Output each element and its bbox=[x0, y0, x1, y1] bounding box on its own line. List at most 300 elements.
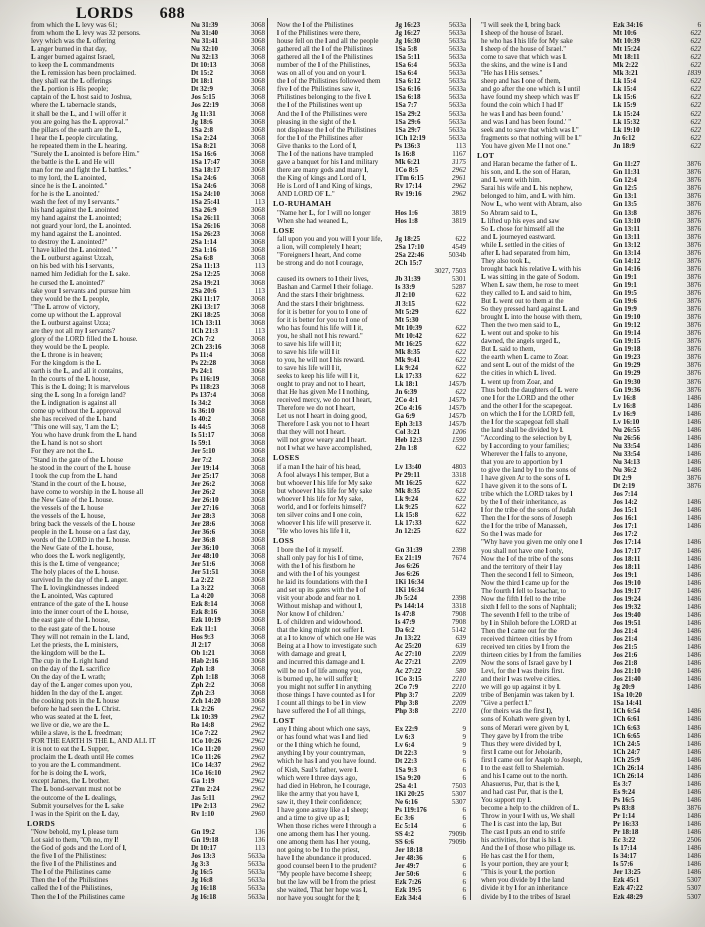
entry-strongs-number bbox=[657, 699, 702, 707]
entry-ref: Jg 16:8 bbox=[191, 876, 213, 885]
entry-ref: 1Sa 2:8 bbox=[191, 125, 213, 134]
entry-row bbox=[477, 474, 702, 482]
entry-row bbox=[477, 756, 702, 764]
entry-row bbox=[273, 158, 467, 166]
entry-row bbox=[27, 214, 266, 222]
entry-row bbox=[477, 85, 702, 93]
entry-ref: 1Co 8:5 bbox=[395, 165, 419, 174]
entry-strongs-number: 622 bbox=[455, 371, 466, 380]
entry-text: received mercy, we do not l heart, bbox=[277, 396, 372, 405]
entry-text: "He who loves his life l it, bbox=[277, 527, 351, 536]
entry-row bbox=[27, 206, 266, 214]
entry-strongs-number: 3068 bbox=[251, 45, 265, 54]
entry-row bbox=[273, 503, 467, 511]
entry-ref: Jer 51:6 bbox=[191, 560, 216, 569]
entry-strongs-number: 2962 bbox=[452, 189, 466, 198]
entry-row bbox=[273, 404, 467, 412]
entry-ref: Mk 6:21 bbox=[395, 157, 421, 166]
entry-ref: Lk 9:25 bbox=[395, 503, 419, 512]
entry-text: the l of the Philistines went up bbox=[277, 101, 363, 110]
entry-strongs-number: 6 bbox=[462, 862, 466, 871]
entry-text: where the L tabernacle stands, bbox=[31, 101, 117, 110]
entry-ref: Ps 119:176 bbox=[395, 805, 427, 814]
entry-ref: Gn 19:36 bbox=[613, 385, 641, 394]
entry-row bbox=[273, 275, 467, 283]
entry-row bbox=[273, 110, 467, 118]
entry-strongs-number: 3068 bbox=[251, 439, 265, 448]
entry-row bbox=[477, 77, 702, 85]
entry-strongs-number: 622 bbox=[690, 77, 701, 86]
entry-strongs-number: 7909b bbox=[448, 829, 466, 838]
entry-ref: Jos 18:11 bbox=[613, 562, 641, 571]
entry-text: sing the L song In a foreign land? bbox=[31, 391, 126, 400]
entry-text: nor have you sought for the l; bbox=[277, 894, 360, 903]
entry-ref: Ps 11:4 bbox=[191, 350, 213, 359]
section-heading: LOSES bbox=[273, 453, 300, 463]
entry-text: The cup in the L right hand bbox=[31, 656, 108, 665]
entry-row bbox=[27, 673, 266, 681]
entry-ref: Gn 13:5 bbox=[613, 200, 637, 209]
entry-text: l for the tribe of the sons of Judah bbox=[481, 506, 576, 515]
entry-text: the five l of the Philistines: bbox=[31, 852, 107, 861]
entry-row bbox=[477, 675, 702, 683]
entry-text: Nor know l of children.' bbox=[277, 610, 345, 619]
entry-ref bbox=[394, 267, 435, 275]
entry-strongs-number: 1486 bbox=[687, 393, 701, 402]
entry-ref: Gn 19:14 bbox=[613, 329, 641, 338]
entry-ref: Mk 8:35 bbox=[395, 347, 421, 356]
entry-row bbox=[477, 579, 702, 587]
entry-text: For the kingdom is the L bbox=[31, 358, 101, 367]
entry-row bbox=[27, 238, 266, 246]
entry-text: who was seated at the L feet, bbox=[31, 713, 113, 722]
entry-text: I have given Ar to the sons of L bbox=[481, 474, 571, 483]
entry-strongs-number: 1486 bbox=[687, 586, 701, 595]
entry-text: "Foreigners l heart, And come bbox=[277, 251, 362, 260]
entry-ref: Jg 3:3 bbox=[191, 860, 210, 869]
entry-text: "The L arrow of victory, bbox=[31, 302, 100, 311]
entry-row bbox=[27, 761, 266, 769]
entry-row bbox=[273, 166, 467, 174]
entry-text: and was l and has been found.' " bbox=[481, 117, 572, 126]
entry-strongs-number: 1486 bbox=[687, 570, 701, 579]
entry-strongs-number: 3068 bbox=[251, 157, 265, 166]
entry-row bbox=[27, 810, 266, 818]
entry-text: brought back his relative L with his bbox=[481, 264, 581, 273]
entry-row bbox=[27, 367, 266, 375]
entry-text: received thirteen cities by l from bbox=[481, 635, 573, 644]
entry-row bbox=[477, 225, 702, 233]
entry-strongs-number: 3068 bbox=[251, 640, 265, 649]
entry-ref: Jer 25:17 bbox=[191, 471, 219, 480]
entry-ref: Gn 13:8 bbox=[613, 208, 637, 217]
entry-row bbox=[273, 870, 467, 878]
entry-strongs-number: 1486 bbox=[687, 594, 701, 603]
entry-text: by l in Shiloh before the LORD at bbox=[481, 618, 577, 627]
entry-strongs-number: 3876 bbox=[687, 361, 701, 370]
entry-ref: Ps 118:23 bbox=[191, 383, 220, 392]
entry-ref: Lk 15:9 bbox=[613, 101, 637, 110]
entry-text: the cooking pots in the L house bbox=[31, 696, 120, 705]
entry-strongs-number: 3068 bbox=[251, 125, 265, 134]
entry-strongs-number: 3318 bbox=[452, 470, 466, 479]
entry-ref: Jer 36:8 bbox=[191, 536, 216, 544]
entry-ref: Lk 2:26 bbox=[191, 704, 215, 713]
entry-text: anything l by your countryman, bbox=[277, 749, 366, 758]
entry-ref: 2Sa 6:8 bbox=[191, 254, 213, 263]
entry-strongs-number: 622 bbox=[455, 331, 466, 340]
entry-text: day of the L anger comes upon you, bbox=[31, 680, 133, 689]
entry-text: to keep the L commandments bbox=[31, 61, 115, 70]
entry-strongs-number: 622 bbox=[455, 503, 466, 512]
entry-ref: Jg 16:18 bbox=[191, 892, 217, 901]
entry-text: Therefore we do not l heart, bbox=[277, 404, 356, 413]
entry-text: belonged to him, and L with him. bbox=[481, 192, 576, 201]
entry-strongs-number: 3068 bbox=[251, 680, 265, 689]
entry-strongs-number bbox=[436, 562, 467, 570]
entry-text: L was sitting in the gate of Sodom. bbox=[481, 272, 580, 281]
entry-text: You who have drunk from the L hand bbox=[31, 431, 137, 440]
entry-row bbox=[273, 650, 467, 658]
entry-text: l of the Philistines were there, bbox=[277, 29, 361, 38]
entry-text: A fool always l his temper, But a bbox=[277, 470, 369, 479]
entry-row bbox=[273, 822, 467, 830]
entry-text: since he is the L anointed." bbox=[31, 181, 108, 190]
entry-strongs-number: 1486 bbox=[687, 795, 701, 804]
entry-row bbox=[27, 641, 266, 649]
entry-strongs-number: 2209 bbox=[452, 690, 466, 699]
entry-row bbox=[27, 496, 266, 504]
entry-text: And the stars l their brightness. bbox=[277, 291, 365, 300]
entry-strongs-number: 3068 bbox=[251, 342, 265, 351]
entry-strongs-number: 3318 bbox=[452, 602, 466, 611]
entry-text: Now the third l came up for the bbox=[481, 578, 570, 587]
entry-text: Then the l for the sons of Joseph bbox=[481, 514, 573, 523]
entry-ref: 1Sa 6:16 bbox=[395, 85, 421, 94]
entry-text: "Surely the L anointed is before Him." bbox=[31, 149, 140, 158]
entry-row bbox=[27, 45, 266, 53]
entry-row bbox=[273, 380, 467, 388]
entry-ref: Gn 19:9 bbox=[613, 305, 637, 314]
entry-strongs-number: 622 bbox=[455, 487, 466, 496]
entry-strongs-number: 2210 bbox=[452, 674, 466, 683]
entry-ref: La 4:20 bbox=[191, 592, 214, 601]
entry-text: they called to L and said to him, bbox=[481, 289, 572, 297]
entry-strongs-number: 2962 bbox=[251, 721, 265, 730]
entry-text: world, and l or forfeits himself? bbox=[277, 503, 367, 512]
entry-strongs-number: 3068 bbox=[251, 656, 265, 665]
entry-row bbox=[273, 495, 467, 503]
entry-ref: Jos 6:26 bbox=[395, 561, 420, 570]
entry-ref: 1Sa 8:21 bbox=[191, 141, 217, 150]
entry-strongs-number: 2398 bbox=[452, 594, 466, 603]
entry-row bbox=[273, 675, 467, 683]
entry-ref: Jas 5:11 bbox=[191, 793, 215, 802]
entry-text: L went out and spoke to his bbox=[481, 329, 559, 338]
entry-strongs-number: 622 bbox=[690, 141, 701, 150]
entry-text: his activities, for that is his l. bbox=[481, 836, 562, 845]
entry-strongs-number: 6 bbox=[462, 773, 466, 782]
entry-ref: Is 16:8 bbox=[395, 149, 416, 158]
entry-ref: Jos 19:32 bbox=[613, 602, 641, 611]
entry-ref: Mt 5:30 bbox=[395, 315, 419, 324]
entry-text: And the stars l their brightness. bbox=[277, 299, 365, 308]
entry-ref: 1Sa 7:7 bbox=[395, 101, 417, 110]
entry-text: I have gone astray like a l sheep; bbox=[277, 805, 369, 814]
entry-row bbox=[477, 490, 702, 498]
entry-text: or the l thing which he found, bbox=[277, 741, 361, 750]
entry-strongs-number: 6 bbox=[462, 765, 466, 774]
entry-row bbox=[27, 21, 266, 29]
entry-strongs-number: 1486 bbox=[687, 844, 701, 853]
entry-strongs-number: 3068 bbox=[251, 463, 265, 472]
entry-ref: Ps 137:4 bbox=[191, 391, 217, 400]
entry-ref: Is 40:2 bbox=[191, 415, 212, 424]
entry-row bbox=[27, 649, 266, 657]
entry-text: you are going has the L approval." bbox=[31, 117, 129, 126]
entry-strongs-number: 3876 bbox=[687, 321, 701, 330]
entry-text: he who has l his life for My sake bbox=[481, 37, 573, 46]
entry-strongs-number: 5633a bbox=[448, 61, 466, 70]
entry-ref: 1Sa 5:8 bbox=[395, 45, 417, 54]
entry-ref: Jg 16:30 bbox=[395, 37, 421, 46]
entry-ref: Jos 19:10 bbox=[613, 578, 641, 587]
entry-ref: Jer 27:16 bbox=[191, 503, 219, 512]
entry-text: l sheep of the house of Israel." bbox=[481, 45, 567, 54]
entry-ref: Jer 28:3 bbox=[191, 511, 216, 520]
entry-text: l sheep of the house of Israel. bbox=[481, 29, 564, 38]
entry-strongs-number: 6 bbox=[462, 870, 466, 879]
entry-row bbox=[477, 860, 702, 868]
entry-strongs-number: 9 bbox=[462, 725, 466, 734]
entry-text: for he is the L anointed.' bbox=[31, 189, 100, 198]
entry-row bbox=[273, 774, 467, 782]
entry-row bbox=[27, 190, 266, 198]
entry-strongs-number: 3068 bbox=[251, 69, 265, 78]
entry-row bbox=[477, 321, 702, 329]
entry-strongs-number: 5633a bbox=[448, 77, 466, 86]
entry-text: Now the l of the Philistines bbox=[277, 21, 354, 29]
entry-text: of Kish, Saul's father, were l. bbox=[277, 765, 359, 774]
entry-row bbox=[273, 324, 467, 332]
entry-ref: Jg 18:25 bbox=[395, 235, 421, 244]
entry-strongs-number: 639 bbox=[455, 634, 466, 643]
entry-text: my hand against the L anointed. bbox=[31, 230, 122, 239]
entry-row bbox=[477, 740, 702, 748]
entry-text: a lion, will completely l heart; bbox=[277, 243, 362, 252]
entry-row bbox=[477, 345, 702, 353]
entry-strongs-number: 3068 bbox=[251, 254, 265, 263]
entry-ref: Col 3:21 bbox=[395, 428, 421, 437]
entry-ref: Jos 6:26 bbox=[395, 569, 420, 578]
entry-row bbox=[273, 862, 467, 870]
entry-row bbox=[477, 265, 702, 273]
entry-strongs-number: 3876 bbox=[687, 377, 701, 386]
entry-ref: Ezk 48:29 bbox=[613, 892, 643, 901]
entry-row bbox=[27, 29, 266, 37]
entry-row bbox=[27, 230, 266, 238]
entry-text: wash the feet of my l servants." bbox=[31, 198, 120, 207]
entry-row bbox=[273, 420, 467, 428]
entry-row bbox=[477, 482, 702, 490]
entry-strongs-number: 622 bbox=[690, 61, 701, 70]
entry-row bbox=[477, 820, 702, 828]
entry-row bbox=[273, 838, 467, 846]
entry-row bbox=[477, 329, 702, 337]
entry-strongs-number: 2962 bbox=[251, 713, 265, 722]
entry-strongs-number: 1486 bbox=[687, 820, 701, 829]
entry-row bbox=[27, 681, 266, 689]
entry-text: the L remission has been proclaimed. bbox=[31, 69, 136, 78]
entry-strongs-number: 3068 bbox=[251, 664, 265, 673]
entry-row bbox=[273, 733, 467, 741]
entry-ref: Rv 19:16 bbox=[395, 189, 422, 198]
entry-strongs-number: 1457b bbox=[448, 420, 466, 429]
entry-text: the vessels of the L house, bbox=[31, 511, 106, 520]
entry-row bbox=[27, 884, 266, 892]
entry-strongs-number: 1486 bbox=[687, 562, 701, 571]
entry-ref: Ob 1:21 bbox=[191, 648, 215, 657]
entry-strongs-number: 1590 bbox=[452, 436, 466, 445]
entry-row bbox=[477, 118, 702, 126]
entry-row bbox=[27, 860, 266, 868]
entry-strongs-number: 2960 bbox=[251, 809, 265, 818]
entry-strongs-number: 1486 bbox=[687, 667, 701, 676]
entry-text: So Abram said to L, bbox=[481, 208, 538, 217]
entry-strongs-number: 3068 bbox=[251, 487, 265, 496]
entry-ref: Is 59:1 bbox=[191, 439, 212, 448]
entry-strongs-number: 3876 bbox=[687, 280, 701, 289]
entry-strongs-number: 3876 bbox=[687, 184, 701, 193]
entry-ref: 1Ch 6:61 bbox=[613, 715, 641, 724]
entry-text: with the l of his firstborn he bbox=[277, 561, 356, 570]
entry-strongs-number: 6 bbox=[462, 813, 466, 822]
entry-strongs-number: 622 bbox=[455, 363, 466, 372]
entry-strongs-number: 3068 bbox=[251, 270, 265, 279]
entry-text: "He has l His senses." bbox=[481, 69, 543, 78]
entry-strongs-number: 622 bbox=[690, 37, 701, 46]
entry-strongs-number: 622 bbox=[455, 347, 466, 356]
entry-row bbox=[273, 749, 467, 757]
entry-strongs-number: 5307 bbox=[687, 884, 701, 893]
entry-text: after L had separated from him, bbox=[481, 248, 571, 257]
entry-text: Then the second l fell to Simeon, bbox=[481, 570, 574, 579]
entry-strongs-number: 5307 bbox=[452, 797, 466, 806]
entry-row bbox=[273, 21, 467, 29]
entry-strongs-number: 3876 bbox=[687, 168, 701, 177]
entry-text: for it is better for you to l one of bbox=[277, 315, 368, 324]
entry-text: "Name her L, for I will no longer bbox=[277, 208, 371, 217]
entry-text: she waited, That her hope was l, bbox=[277, 886, 368, 895]
entry-text: the L anointed, Was captured bbox=[31, 592, 113, 601]
entry-text: five l of the Philistines saw it, bbox=[277, 85, 361, 94]
entry-text: the east gate of the L house, bbox=[31, 616, 110, 625]
entry-ref: Ezk 7:26 bbox=[395, 878, 422, 887]
entry-row bbox=[27, 319, 266, 327]
entry-strongs-number: 3068 bbox=[251, 375, 265, 384]
entry-text: tribe of Benjamin was taken by l. bbox=[481, 691, 575, 700]
entry-text: you might not suffer l in anything bbox=[277, 682, 372, 691]
entry-row bbox=[27, 134, 266, 142]
entry-strongs-number: 3068 bbox=[251, 278, 265, 287]
entry-ref: 2Co 7:9 bbox=[395, 682, 419, 691]
entry-ref: 1Ki 20:25 bbox=[395, 789, 424, 798]
entry-strongs-number: 3876 bbox=[687, 345, 701, 354]
entry-ref: Mk 8:35 bbox=[395, 487, 421, 496]
entry-text: Wherever the l falls to anyone, bbox=[481, 449, 568, 458]
entry-text: and a time to give up as l; bbox=[277, 813, 350, 822]
entry-strongs-number: 5633a bbox=[247, 884, 265, 893]
entry-text: divide it by l for an inheritance bbox=[481, 884, 568, 893]
entry-text: They gave by l from the tribe bbox=[481, 731, 564, 740]
entry-text: which were l three days ago, bbox=[277, 773, 358, 782]
entry-row bbox=[477, 699, 702, 707]
entry-text: caused its owners to l their lives, bbox=[277, 275, 369, 284]
entry-ref: Mt 5:29 bbox=[395, 307, 419, 316]
entry-strongs-number: 3068 bbox=[251, 479, 265, 488]
entry-ref: 1Ch 12:19 bbox=[395, 133, 426, 142]
entry-strongs-number: 3068 bbox=[251, 222, 265, 231]
entry-strongs-number: 1486 bbox=[687, 425, 701, 434]
entry-ref: Da 6:2 bbox=[395, 626, 415, 635]
entry-ref: Lv 16:9 bbox=[613, 409, 636, 418]
entry-row bbox=[27, 53, 266, 61]
entry-ref: Jos 7:14 bbox=[613, 490, 638, 499]
entry-ref: Jos 21:8 bbox=[613, 659, 638, 668]
entry-ref: Nu 36:2 bbox=[613, 466, 637, 475]
entry-ref: 1Ch 26:14 bbox=[613, 771, 644, 780]
entry-strongs-number: 2506 bbox=[687, 836, 701, 845]
entry-row bbox=[27, 633, 266, 641]
entry-row bbox=[27, 488, 266, 496]
entry-strongs-number: 3068 bbox=[251, 696, 265, 705]
entry-strongs-number: 3876 bbox=[687, 369, 701, 378]
entry-text: "Stand in the gate of the L house bbox=[31, 455, 124, 464]
entry-ref: Jos 18:11 bbox=[613, 554, 641, 563]
entry-ref: Nu 33:54 bbox=[613, 449, 641, 458]
entry-text: there are many gods and many l, bbox=[277, 165, 369, 174]
entry-ref: Lk 9:24 bbox=[395, 495, 419, 504]
entry-text: Bashan and Carmel l their foliage. bbox=[277, 283, 374, 292]
entry-ref: Dt 2:19 bbox=[613, 482, 635, 491]
entry-row bbox=[27, 343, 266, 351]
entry-strongs-number: 3876 bbox=[687, 337, 701, 346]
entry-row bbox=[477, 852, 702, 860]
entry-strongs-number: 1486 bbox=[687, 498, 701, 507]
entry-ref: 2Sa 22:46 bbox=[395, 251, 424, 260]
entry-strongs-number: 3876 bbox=[687, 474, 701, 483]
entry-strongs-number: 2210 bbox=[452, 706, 466, 715]
entry-row bbox=[477, 635, 702, 643]
entry-strongs-number: 6 bbox=[462, 805, 466, 814]
entry-strongs-number: 3876 bbox=[687, 176, 701, 185]
entry-row bbox=[477, 715, 702, 723]
entry-ref: Php 3:7 bbox=[395, 690, 419, 699]
entry-ref: Gn 19:15 bbox=[613, 337, 641, 346]
entry-row bbox=[27, 576, 266, 584]
entry-row bbox=[273, 356, 467, 364]
entry-ref: Ga 1:19 bbox=[191, 777, 215, 786]
entry-ref: 1Sa 29:7 bbox=[395, 125, 421, 134]
entry-text: and set up its gates with the l of bbox=[277, 586, 366, 595]
entry-text: The cast l puts an end to strife bbox=[481, 828, 566, 837]
entry-ref: Jer 18:18 bbox=[395, 846, 423, 854]
entry-text: his son, and L the son of Haran, bbox=[481, 168, 571, 177]
entry-text: They also took L, bbox=[481, 256, 531, 265]
entry-row bbox=[27, 520, 266, 528]
entry-strongs-number: 1457b bbox=[448, 396, 466, 405]
entry-row bbox=[477, 61, 702, 69]
